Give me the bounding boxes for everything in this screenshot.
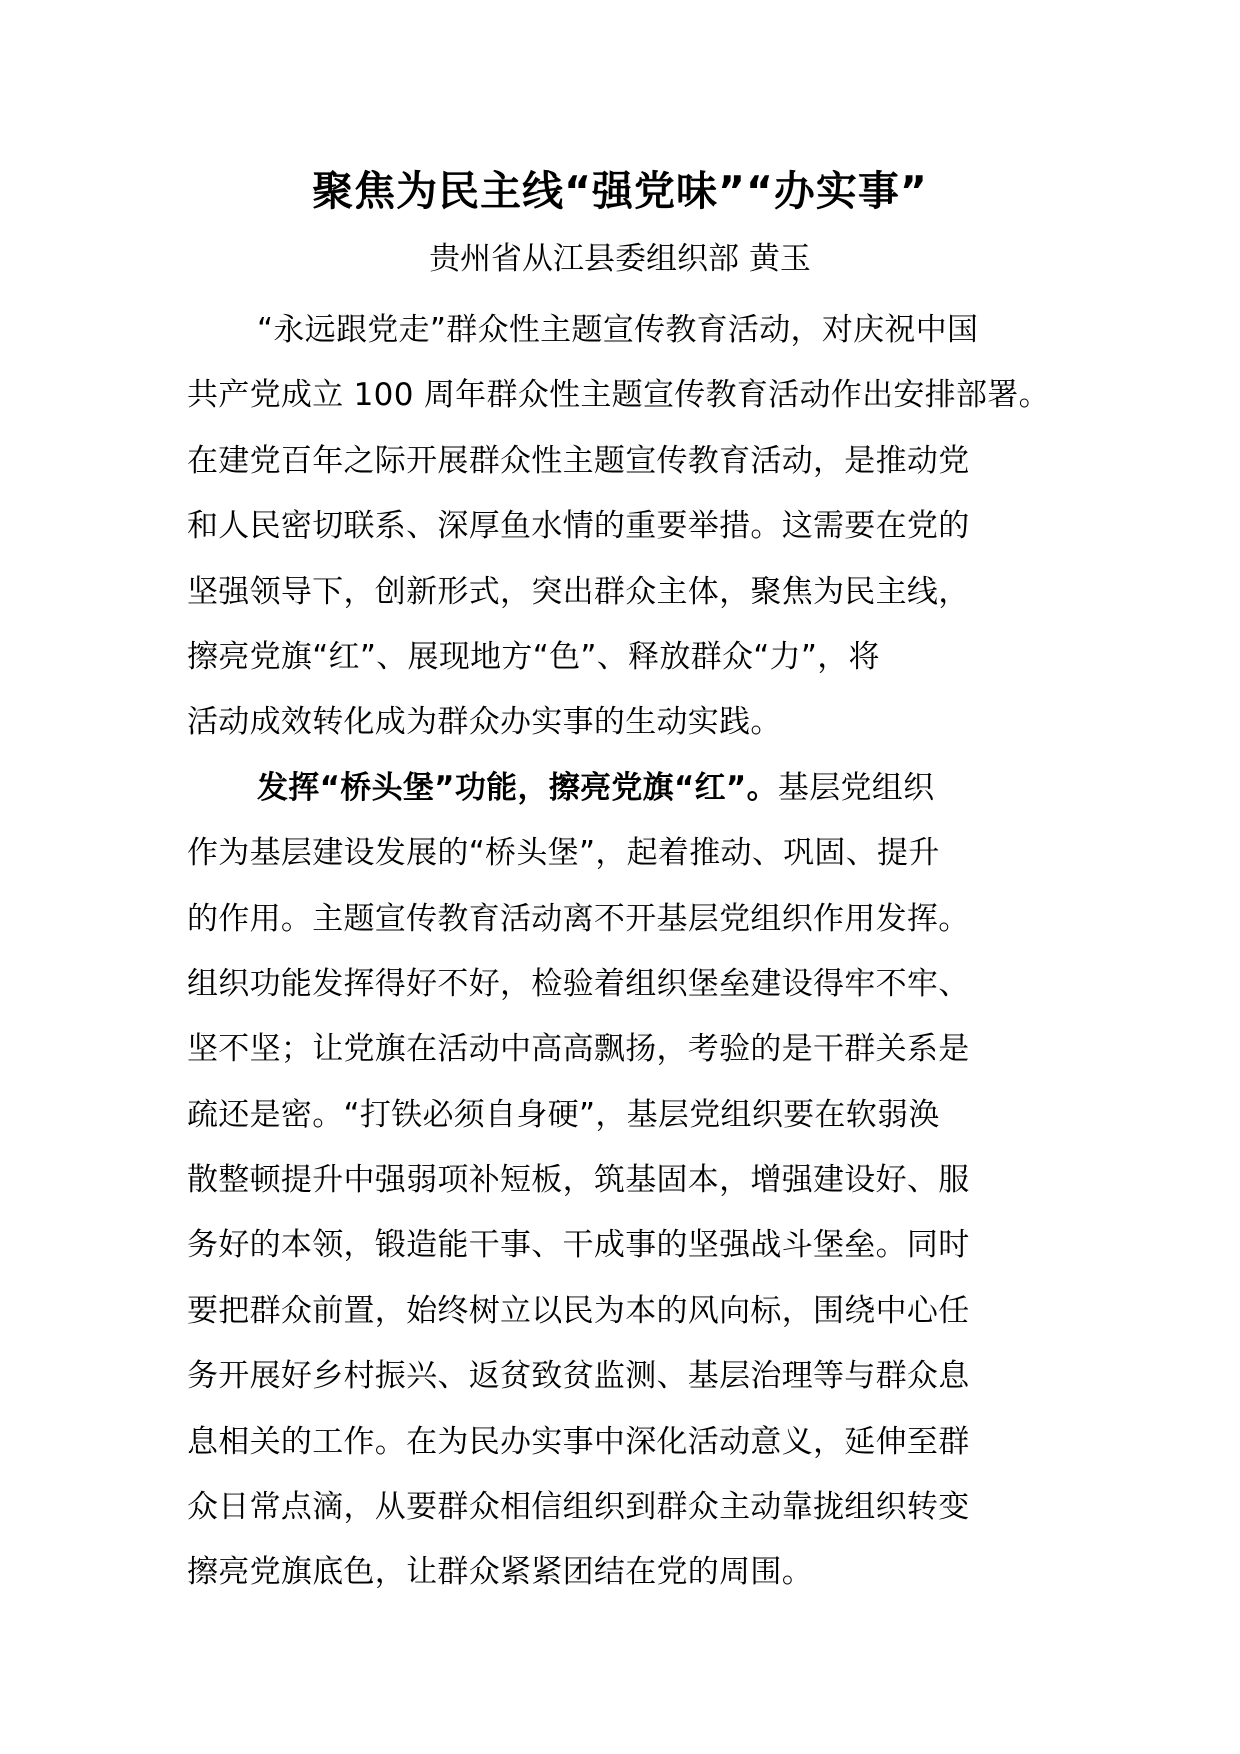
paragraph-line: 息相关的工作。在为民办实事中深化活动意义，延伸至群 bbox=[187, 1423, 970, 1460]
document-byline: 贵州省从江县委组织部 黄玉 bbox=[429, 241, 811, 277]
paragraph-line: 务开展好乡村振兴、返贫致贫监测、基层治理等与群众息 bbox=[187, 1358, 970, 1395]
paragraph-2 bbox=[187, 756, 1067, 1606]
paragraph-line: 要把群众前置，始终树立以民为本的风向标，围绕中心任 bbox=[187, 1292, 970, 1329]
paragraph-first-line bbox=[187, 756, 1067, 821]
paragraph-line: 擦亮党旗底色，让群众紧紧团结在党的周围。 bbox=[187, 1554, 813, 1591]
paragraph-line: 众日常点滴，从要群众相信组织到群众主动靠拢组织转变 bbox=[187, 1489, 970, 1526]
paragraph-line: 的作用。主题宣传教育活动离不开基层党组织作用发挥。 bbox=[187, 900, 970, 937]
paragraph-line: 组织功能发挥得好不好，检验着组织堡垒建设得牢不牢、 bbox=[187, 965, 970, 1002]
paragraph-1 bbox=[187, 298, 1067, 756]
paragraph-line: 在建党百年之际开展群众性主题宣传教育活动，是推动党 bbox=[187, 442, 970, 479]
paragraph-line: 活动成效转化成为群众办实事的生动实践。 bbox=[187, 704, 782, 741]
document-title: 聚焦为民主线“强党味”“办实事” bbox=[312, 167, 928, 215]
document-body bbox=[187, 298, 1067, 1606]
section-lead-heading: 发挥“桥头堡”功能，擦亮党旗“红”。 bbox=[257, 769, 778, 806]
paragraph-line: 坚强领导下，创新形式，突出群众主体，聚焦为民主线， bbox=[187, 573, 970, 610]
paragraph-line: “永远跟党走”群众性主题宣传教育活动，对庆祝中国 bbox=[257, 312, 979, 348]
paragraph-line: 擦亮党旗“红”、展现地方“色”、释放群众“力”，将 bbox=[187, 638, 880, 675]
paragraph-line: 共产党成立 100 周年群众性主题宣传教育活动作出安排部署。 bbox=[187, 377, 1050, 414]
paragraph-line: 和人民密切联系、深厚鱼水情的重要举措。这需要在党的 bbox=[187, 508, 970, 545]
paragraph-line: 坚不坚；让党旗在活动中高高飘扬，考验的是干群关系是 bbox=[187, 1031, 970, 1068]
paragraph-line: 散整顿提升中强弱项补短板，筑基固本，增强建设好、服 bbox=[187, 1162, 970, 1199]
paragraph-line: 疏还是密。“打铁必须自身硬”，基层党组织要在软弱涣 bbox=[187, 1096, 940, 1133]
paragraph-line: 作为基层建设发展的“桥头堡”，起着推动、巩固、提升 bbox=[187, 835, 940, 872]
paragraph-line-text: 基层党组织 bbox=[777, 769, 935, 806]
paragraph-line: 务好的本领，锻造能干事、干成事的坚强战斗堡垒。同时 bbox=[187, 1227, 970, 1264]
